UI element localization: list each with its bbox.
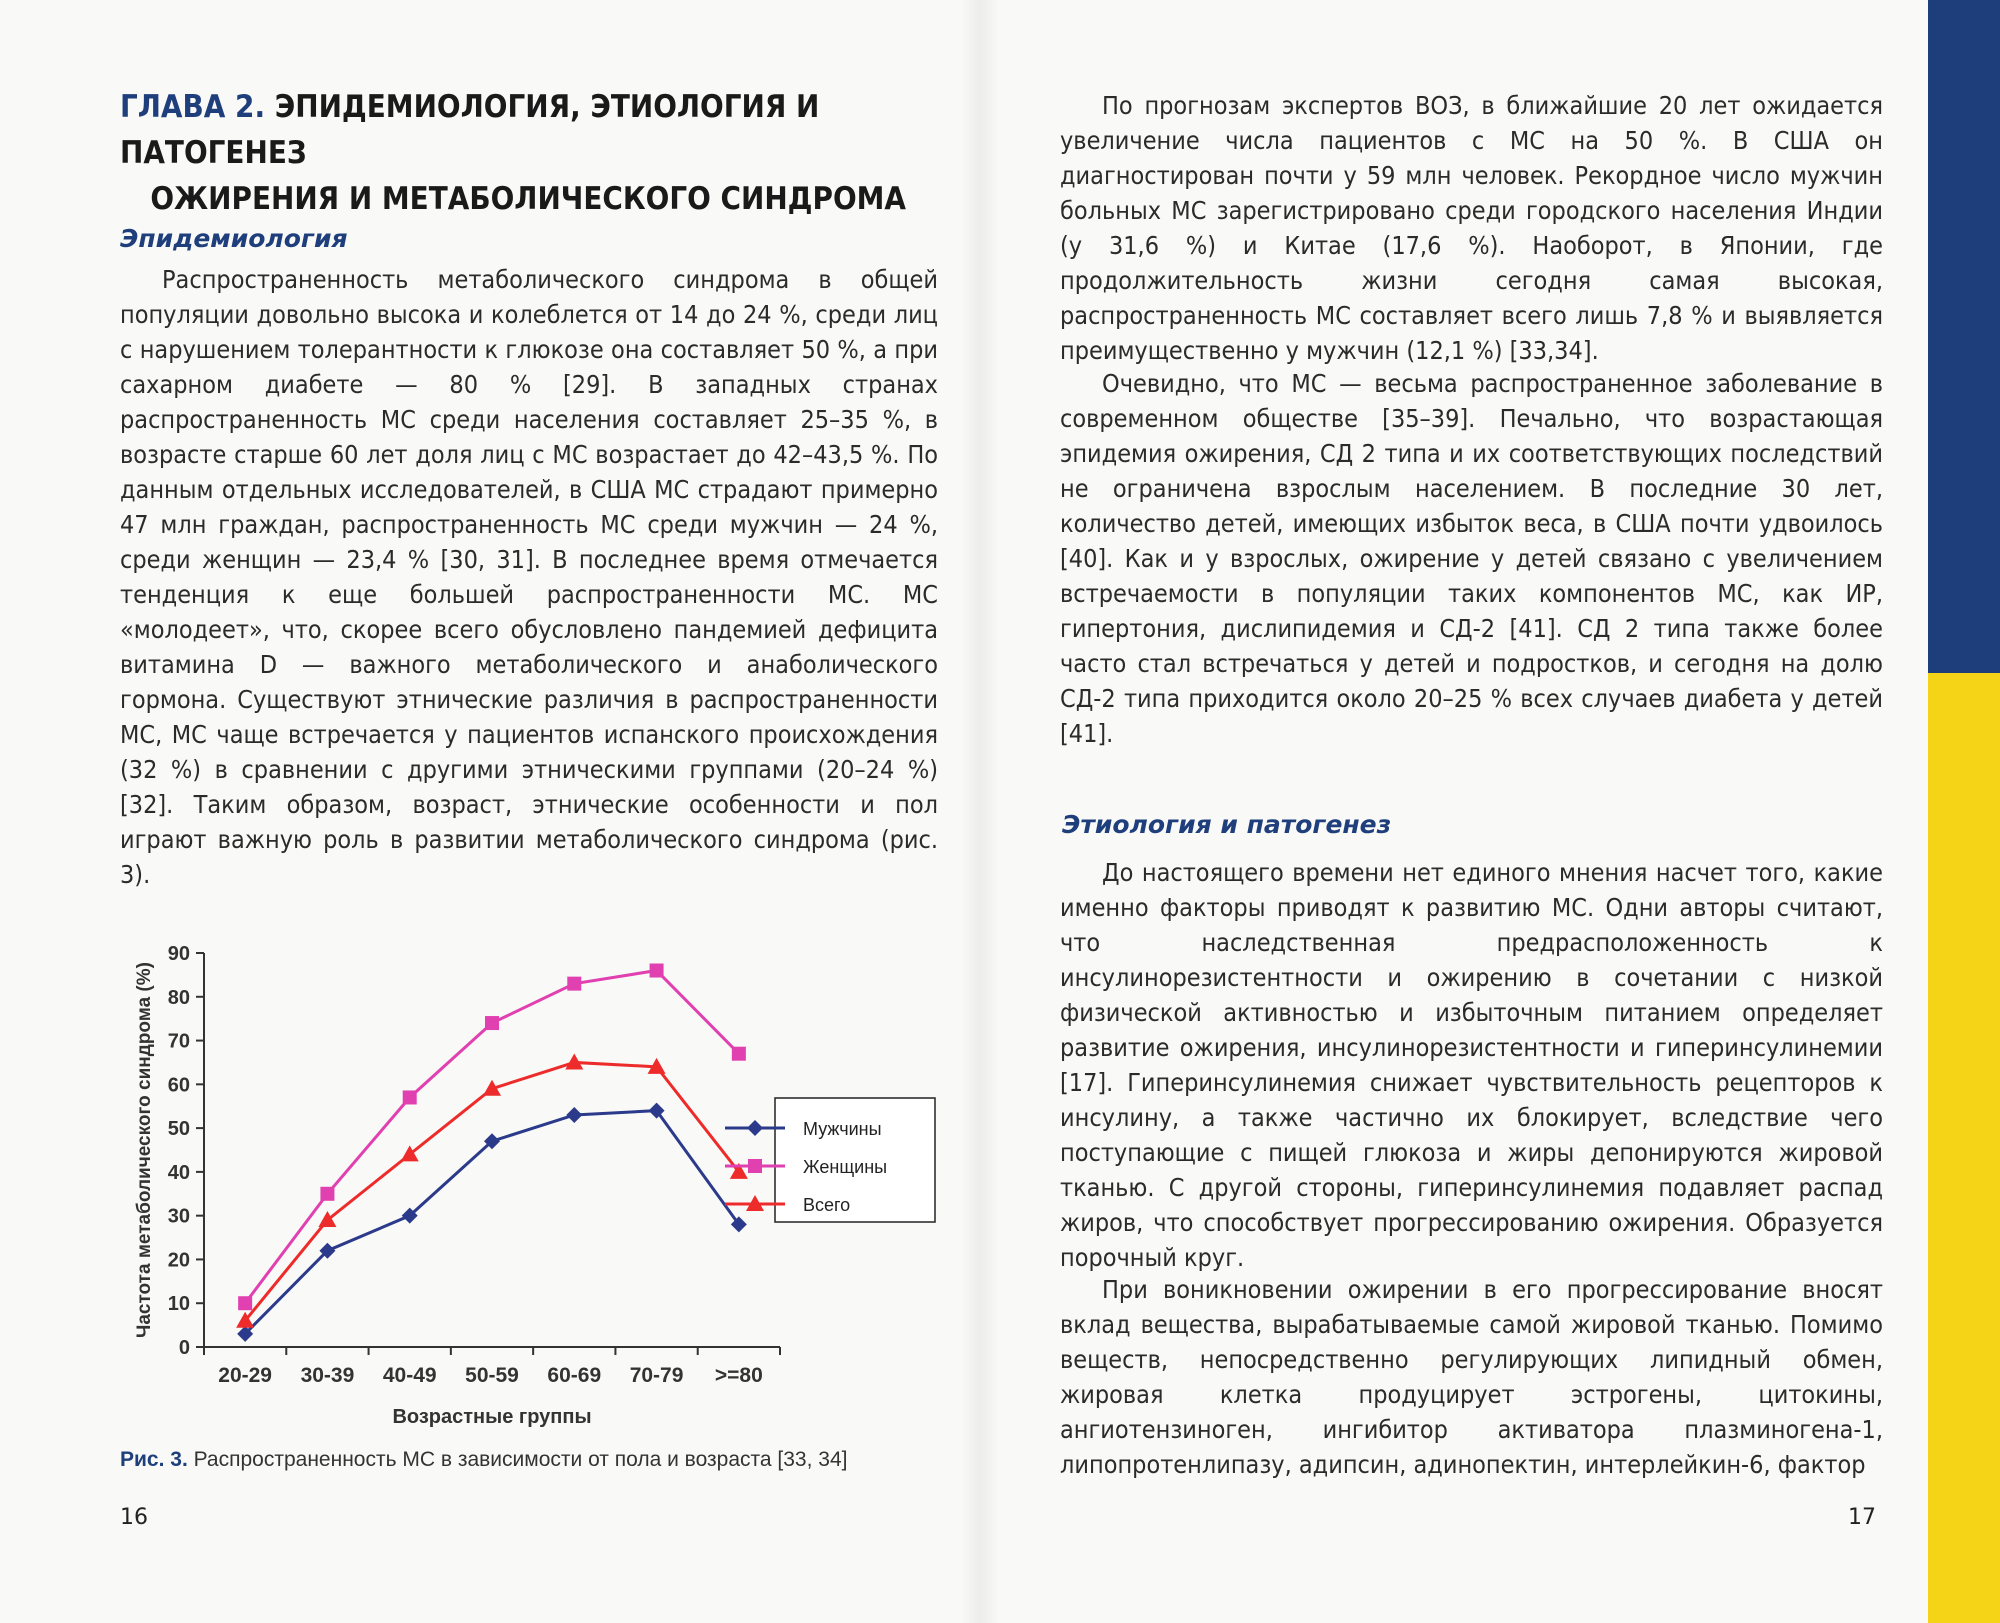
x-tick-label: 50-59 (465, 1364, 519, 1387)
y-tick-label: 50 (167, 1118, 190, 1141)
paragraph-etiology-text: До настоящего времени нет единого мнения насчет того, какие именно факторы приводят к развитию МС. Одни авторы считают, что наследственная предрасположенность к инсулинорезистентности и ожирению в сочетании с низкой физической активностью и избыточным питанием определяет развитие ожирения, инсулинорезистентности и гиперинсулинемии [17]. Гиперинсулинемия снижает чувствительность рецепторов к инсулину, а также частично их блокирует, вследствие чего поступающие с пищей глюкоза и жиры депонируются жировой тканью. С другой стороны, гиперинсулинемия подавляет распад жиров, что способствует прогрессированию ожирения. Образуется порочный круг. (1060, 858, 1883, 1272)
data-point-series-1 (566, 1107, 582, 1123)
x-tick-label: 60-69 (547, 1364, 602, 1387)
data-point-series-2 (567, 977, 581, 991)
legend-label-3: Всего (803, 1195, 851, 1215)
y-tick-label: 10 (167, 1293, 190, 1316)
paragraph-who-forecast (1060, 88, 1883, 368)
paragraph-epidemiology-text: Распространенность метаболического синдрома в общей популяции довольно высока и колеблется от 14 до 24 %, среди лиц с нарушением толерантности к глюкозе она составляет 50 %, а при сахарном диабете — 80 % [29]. В западных странах распространенность МС среди населения составляет 25–35 %, в возрасте старше 60 лет доля лиц с МС возрастает до 42–43,5 %. По данным отдельных исследователей, в США МС страдают примерно 47 млн граждан, распространенность МС среди мужчин — 24 %, среди женщин — 23,4 % [30, 31]. В последнее время отмечается тенденция к еще большей распространенности МС. МС «молодеет», что, скорее всего обусловлено пандемией дефицита витамина D — важного метаболического и анаболического гормона. Существуют этнические различия в распространенности МС, МС чаще встречается у пациентов испанского происхождения (32 %) в сравнении с другими этническими группами (20–24 %) [32]. Таким образом, возраст, этнические особенности и пол играют важную роль в развитии метаболического синдрома (рис. 3). (120, 265, 938, 889)
series-line-3 (245, 1062, 739, 1320)
page-number-right: 17 (1848, 1505, 1876, 1530)
y-tick-label: 40 (167, 1161, 190, 1184)
data-point-series-2 (732, 1047, 746, 1061)
data-point-series-2 (320, 1187, 334, 1201)
y-axis-title: Частота метаболического синдрома (%) (134, 962, 155, 1338)
x-tick-label: 40-49 (382, 1364, 437, 1387)
y-tick-label: 70 (167, 1030, 190, 1053)
data-point-series-2 (238, 1296, 252, 1310)
y-tick-label: 30 (167, 1205, 190, 1228)
chart-ms-prevalence (120, 935, 940, 1435)
paragraph-prevalence-children-text: Очевидно, что МС — весьма распространенное заболевание в современном обществе [35–39]. Печально, что возрастающая эпидемия ожирения, СД 2 типа и их соответствующих последствий не ограничена взрослым населением. В последние 30 лет, количество детей, имеющих избыток веса, в США почти удвоилось [40]. Как и у взрослых, ожирение у детей связано с увеличением встречаемости в популяции таких компонентов МС, как ИР, гипертония, дислипидемия и СД-2 [41]. СД 2 типа также более часто стал встречаться у детей и подростков, и сегодня на долю СД-2 типа приходится около 20–25 % всех случаев диабета у детей [41]. (1060, 369, 1883, 748)
y-tick-label: 60 (167, 1074, 190, 1097)
section-heading-epidemiology: Эпидемиология (120, 224, 348, 253)
x-axis-title: Возрастные группы (392, 1406, 592, 1428)
paragraph-adipose-tissue-text: При воникновении ожирении в его прогрессирование вносят вклад вещества, вырабатываемые самой жировой тканью. Помимо веществ, непосредственно регулирующих липидный обмен, жировая клетка продуцирует эстрогены, цитокины, ангиотензиноген, ингибитор активатора плазминогена-1, липопротенлипазу, адипсин, адинопектин, интерлейкин-6, фактор (1060, 1275, 1883, 1479)
page-number-left: 16 (120, 1505, 148, 1530)
flag-stripe-yellow (1928, 673, 2000, 1623)
figure-caption-text: Распространенность МС в зависимости от пола и возраста [33, 34] (193, 1448, 848, 1471)
x-tick-label: 70-79 (629, 1364, 684, 1387)
legend-marker-2 (748, 1159, 762, 1173)
paragraph-adipose-tissue (1060, 1272, 1883, 1482)
figure-caption (120, 1448, 920, 1472)
paragraph-epidemiology (120, 262, 938, 892)
chapter-title-line1: ЭПИДЕМИОЛОГИЯ, ЭТИОЛОГИЯ И ПАТОГЕНЕЗ (120, 89, 820, 171)
paragraph-who-forecast-text: По прогнозам экспертов ВОЗ, в ближайшие 20 лет ожидается увеличение числа пациентов с МС на 50 %. В США он диагностирован почти у 59 млн человек. Рекордное число мужчин больных МС зарегистрировано среди городского населения Индии (у 31,6 %) и Китае (17,6 %). Наоборот, в Японии, где продолжительность жизни сегодня самая высокая, распространенность МС составляет всего лишь 7,8 % и выявляется преимущественно у мужчин (12,1 %) [33,34]. (1060, 91, 1883, 365)
data-point-series-2 (650, 964, 664, 978)
y-tick-label: 20 (167, 1249, 190, 1272)
chapter-title-line2: ОЖИРЕНИЯ И МЕТАБОЛИЧЕСКОГО СИНДРОМА (150, 181, 906, 217)
chapter-label: ГЛАВА 2. (120, 89, 266, 125)
legend-label-1: Мужчины (803, 1119, 882, 1139)
x-tick-label: >=80 (714, 1364, 763, 1387)
book-gutter (960, 0, 1000, 1623)
figure-caption-label: Рис. 3. (120, 1448, 188, 1471)
x-tick-label: 20-29 (218, 1364, 273, 1387)
y-tick-label: 90 (167, 943, 190, 965)
flag-stripe-blue (1928, 0, 2000, 673)
paragraph-prevalence-children (1060, 366, 1883, 751)
data-point-series-2 (403, 1090, 417, 1104)
y-tick-label: 0 (178, 1337, 190, 1359)
section-heading-etiology: Этиология и патогенез (1062, 810, 1392, 839)
legend-marker-1 (747, 1120, 763, 1136)
y-tick-label: 80 (167, 986, 190, 1009)
data-point-series-2 (485, 1016, 499, 1030)
chapter-title (120, 84, 910, 222)
x-tick-label: 30-39 (300, 1364, 355, 1387)
legend-label-2: Женщины (803, 1157, 888, 1177)
paragraph-etiology (1060, 855, 1883, 1275)
